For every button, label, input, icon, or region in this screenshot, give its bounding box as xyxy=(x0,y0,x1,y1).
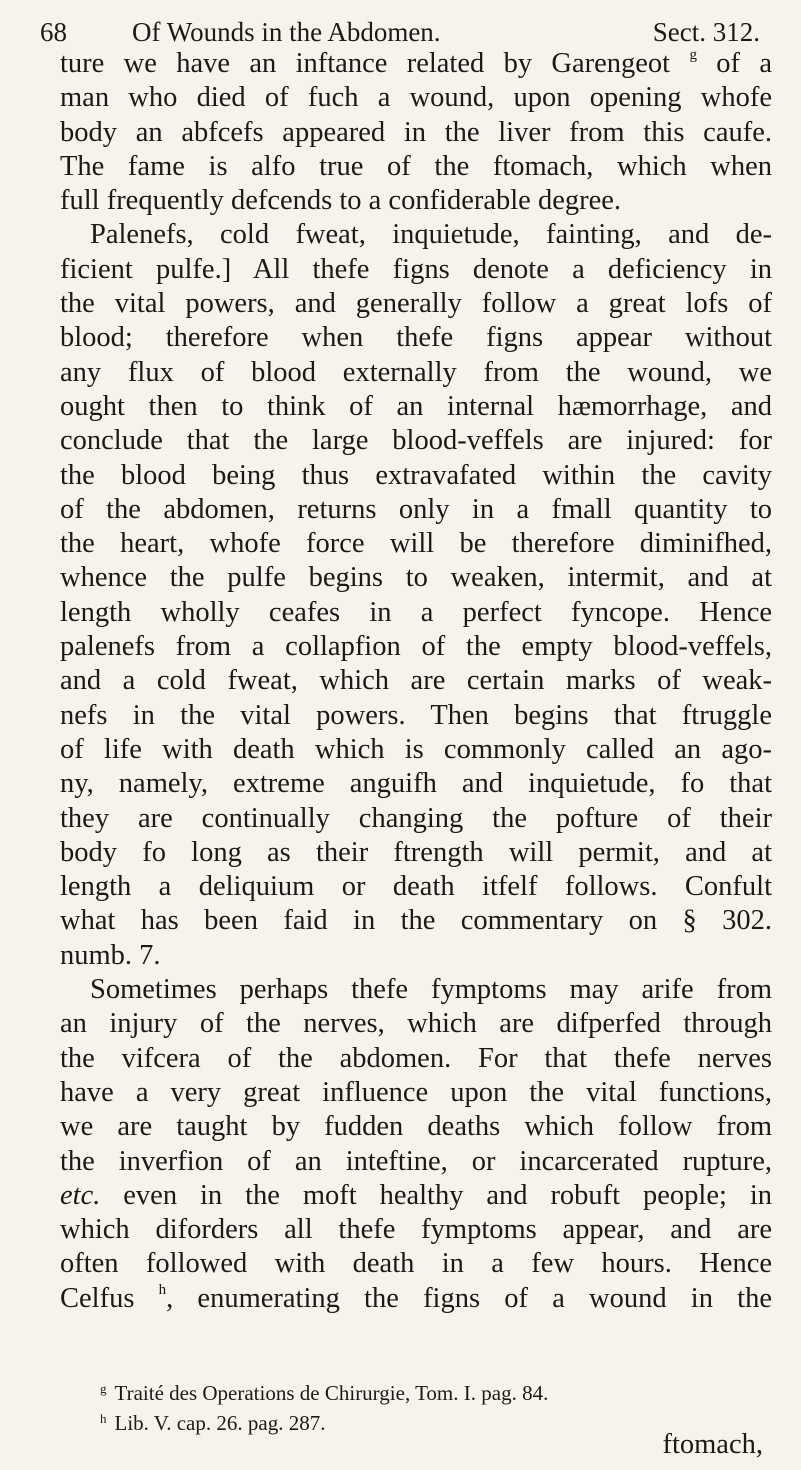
text-line: length a deliquium or death itfelf follows. Confult xyxy=(60,871,772,903)
footnote-mark: h xyxy=(100,1411,107,1426)
text-line: which diforders all thefe fymptoms appear, and are xyxy=(60,1214,772,1246)
section-number: Sect. 312. xyxy=(652,17,760,47)
text-line: they are continually changing the pofture of their xyxy=(60,802,772,834)
text-line: The fame is alfo true of the ftomach, which when xyxy=(60,150,772,182)
text-line: conclude that the large blood-veffels are injured: for xyxy=(60,425,772,457)
text-line: the heart, whofe force will be therefore diminifhed, xyxy=(60,528,772,560)
text-line: Celfus $^h$, enumerating the figns of a wound in the xyxy=(60,1281,772,1314)
text-line: numb. 7. xyxy=(60,939,161,971)
text-line: Sometimes perhaps thefe fymptoms may arife from xyxy=(90,974,772,1006)
text-line: man who died of fuch a wound, upon opening whofe xyxy=(60,82,772,114)
text-line: nefs in the vital powers. Then begins that ftruggle xyxy=(60,699,772,731)
text-line: body an abfcefs appeared in the liver from this caufe. xyxy=(60,116,772,148)
text-line: palenefs from a collapfion of the empty blood-veffels, xyxy=(60,631,772,663)
footnote-ref: g xyxy=(689,47,697,63)
text-line: have a very great influence upon the vital functions, xyxy=(60,1076,772,1108)
text-line: full frequently defcends to a confiderable degree. xyxy=(60,185,622,217)
text-line: we are taught by fudden deaths which follow from xyxy=(60,1111,772,1143)
text-line: an injury of the nerves, which are difperfed through xyxy=(60,1008,772,1040)
running-title: Of Wounds in the Abdomen. xyxy=(132,17,441,47)
text-line: ture we have an inftance related by Garengeot $^g$ of a xyxy=(60,47,773,79)
page-number: 68 xyxy=(40,17,67,47)
body-text xyxy=(60,47,772,1316)
footnote: $^g$ Traité des Operations de Chirurgie, Tom. I. pag. 84. xyxy=(100,1381,549,1405)
text-line: and a cold fweat, which are certain marks of weak- xyxy=(60,665,772,697)
text-line: ficient pulfe.] All thefe figns denote a deficiency in xyxy=(60,253,772,285)
text-line: length wholly ceafes in a perfect fyncope. Hence xyxy=(60,596,772,628)
text-line: the vital powers, and generally follow a great lofs of xyxy=(60,288,772,320)
text-line: what has been faid in the commentary on § 302. xyxy=(60,905,772,937)
footnote-ref: h xyxy=(158,1281,167,1298)
text-line: body fo long as their ftrength will permit, and at xyxy=(60,836,772,868)
text-line: any flux of blood externally from the wound, we xyxy=(60,356,772,388)
text-line: the vifcera of the abdomen. For that thefe nerves xyxy=(60,1042,772,1074)
footnotes xyxy=(100,1376,760,1436)
text-line: of the abdomen, returns only in a fmall quantity to xyxy=(60,493,772,525)
footnote: $^h$ Lib. V. cap. 26. pag. 287. xyxy=(100,1411,326,1435)
text-line: the inverfion of an inteftine, or incarcerated rupture, xyxy=(60,1145,772,1177)
text-line: ought then to think of an internal hæmorrhage, and xyxy=(60,390,772,422)
text-line: the blood being thus extravafated within the cavity xyxy=(60,459,772,491)
text-line: blood; therefore when thefe figns appear without xyxy=(60,322,772,354)
text-line: whence the pulfe begins to weaken, intermit, and at xyxy=(60,562,772,594)
catchword: ftomach, xyxy=(662,1429,763,1460)
text-line: Palenefs, cold fweat, inquietude, fainting, and de- xyxy=(90,219,772,251)
text-line: etc. even in the moft healthy and robuft people; in xyxy=(60,1179,772,1211)
running-header xyxy=(40,14,760,50)
text-line: ny, namely, extreme anguifh and inquietude, fo that xyxy=(60,768,772,800)
text-line: often followed with death in a few hours. Hence xyxy=(60,1248,772,1280)
footnote-mark: g xyxy=(100,1381,107,1396)
text-line: of life with death which is commonly called an ago- xyxy=(60,733,772,765)
